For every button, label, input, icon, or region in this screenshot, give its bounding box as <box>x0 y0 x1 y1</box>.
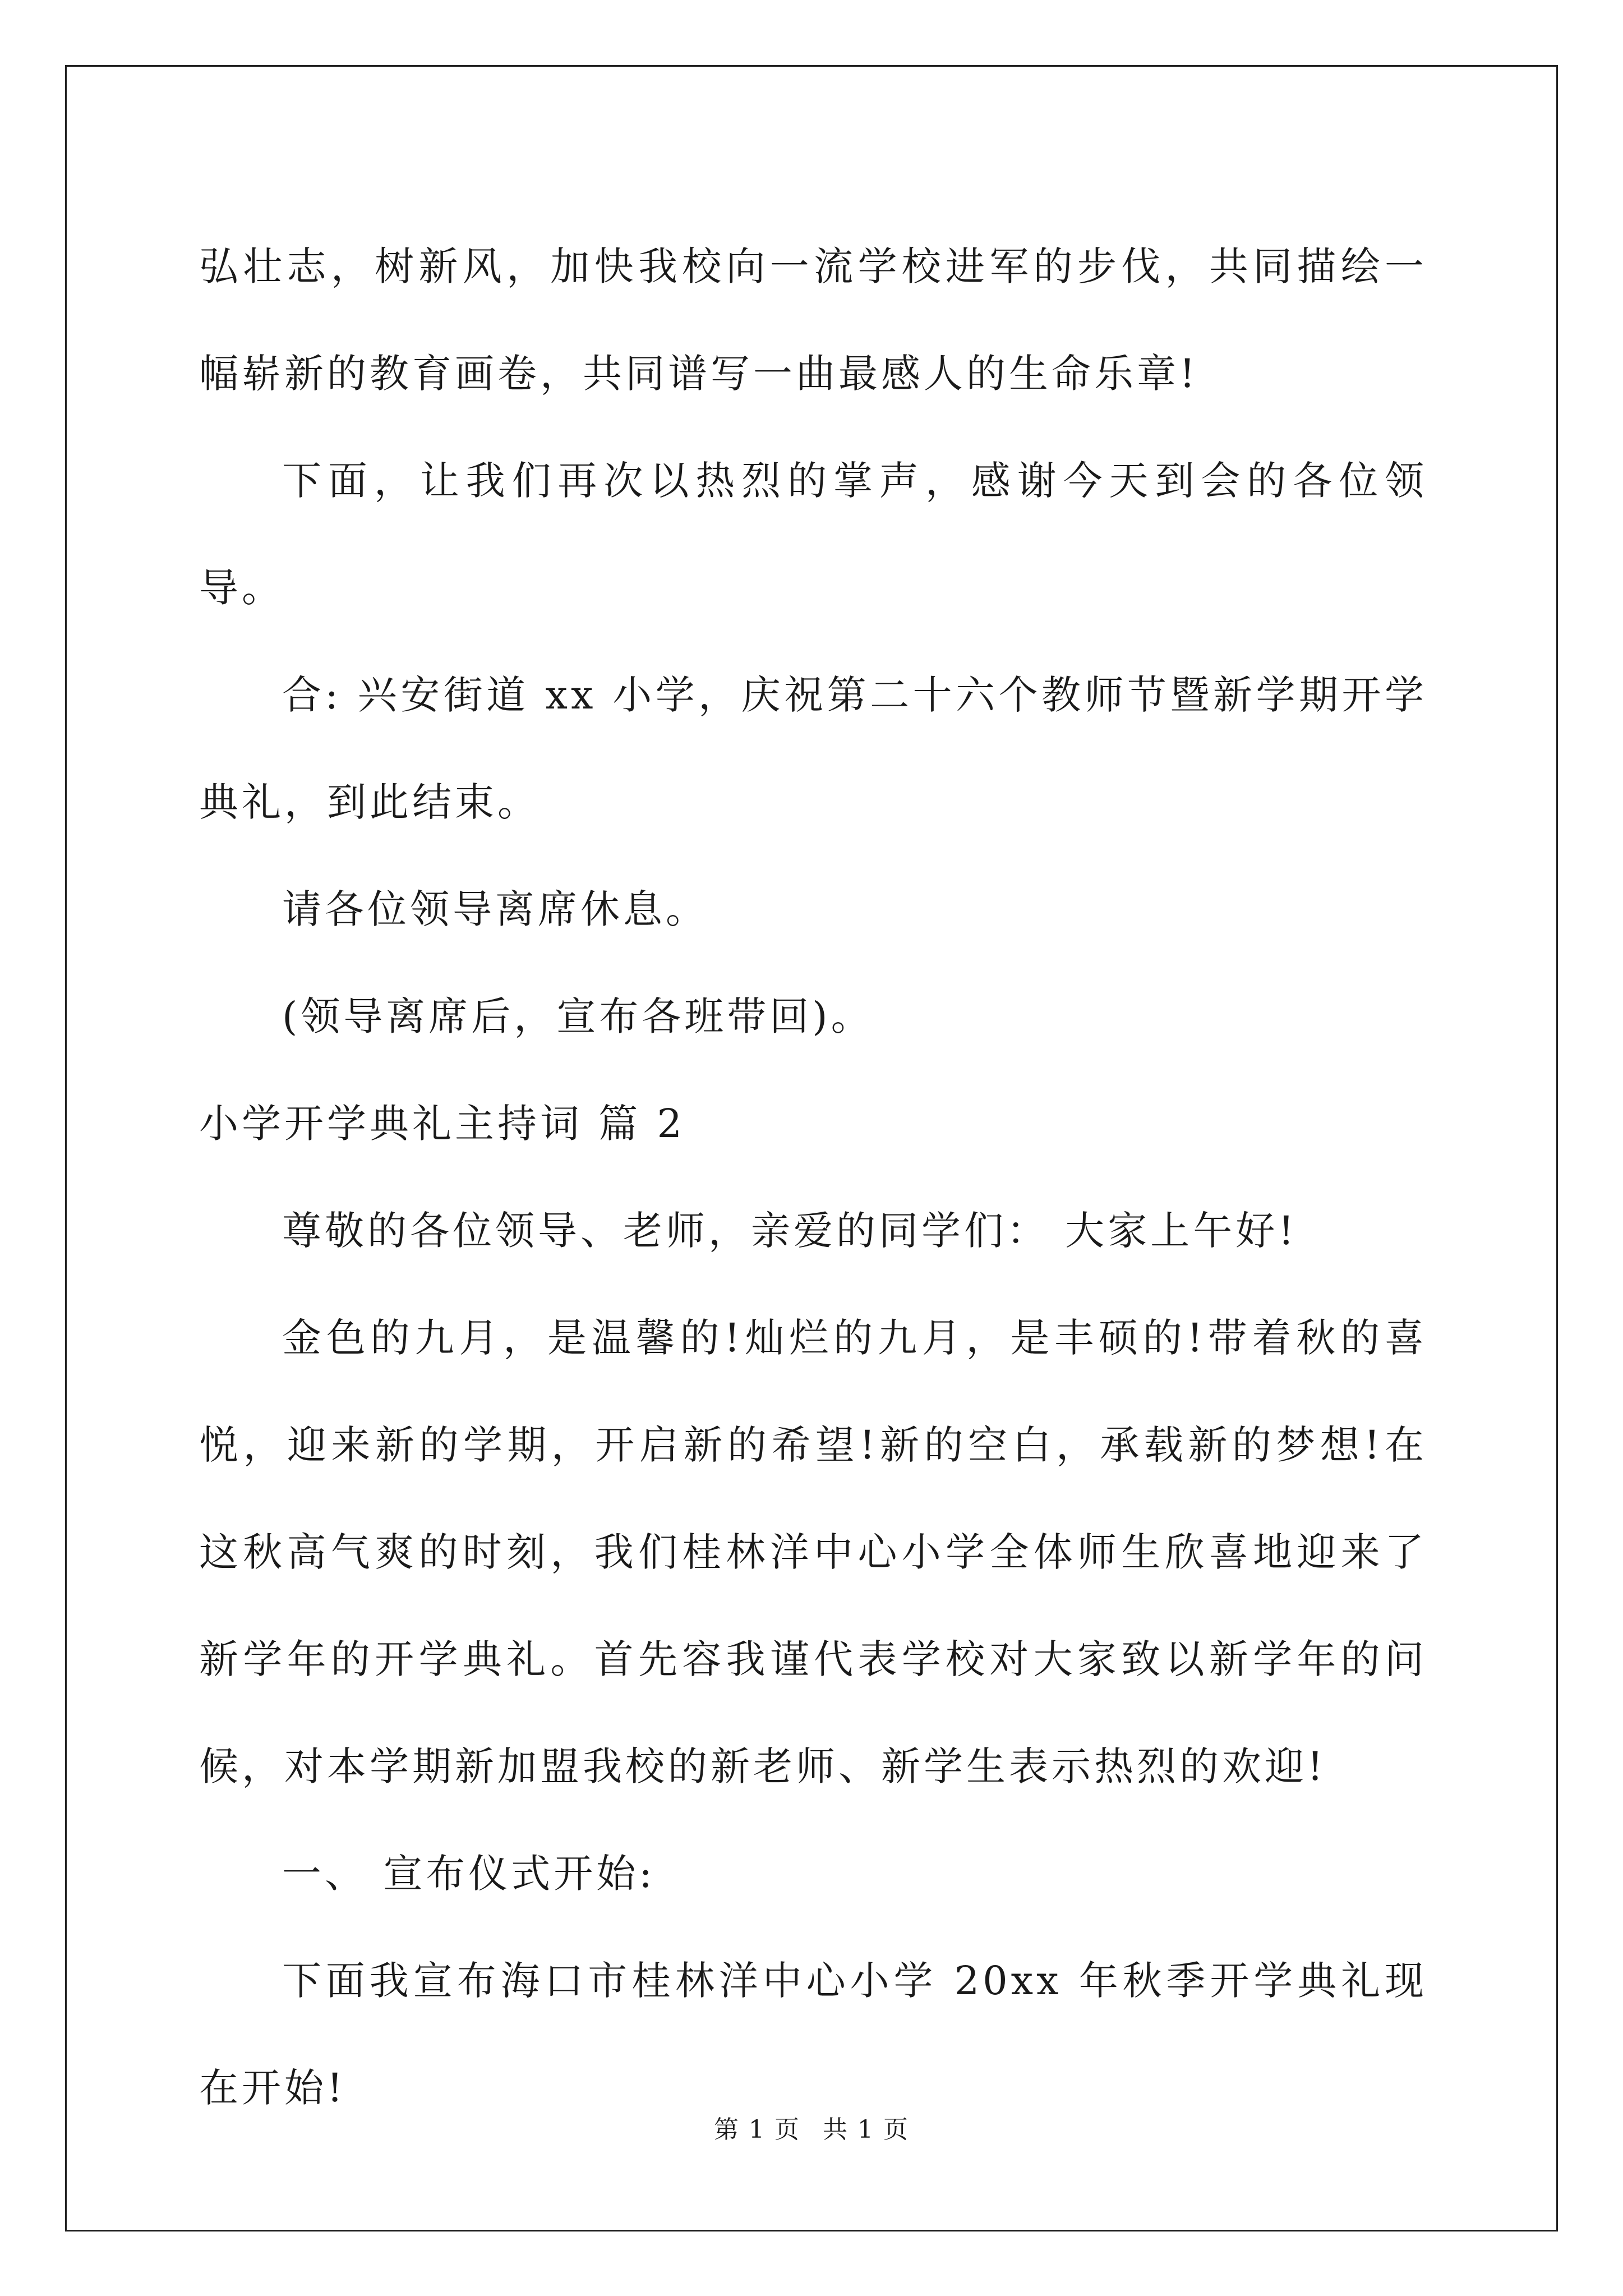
paragraph: 一、 宣布仪式开始: <box>282 1851 656 1897</box>
paragraph: 金色的九月，是温馨的!灿烂的九月，是丰硕的!带着秋的喜悦，迎来新的学期，开启新的希望!新的空白，承载新的梦想!在这秋高气爽的时刻，我们桂林洋中心小学全体师生欣喜地迎来了新学年的开学典礼。首先容我谨代表学校对大家致以新学年的问候，对本学期新加盟我校的新老师、新学生表示热烈的欢迎! <box>199 1315 1427 1789</box>
paragraph: 弘壮志，树新风，加快我校向一流学校进军的步伐，共同描绘一幅崭新的教育画卷，共同谱写一曲最感人的生命乐章! <box>199 243 1427 397</box>
page-total: 共 1 页 <box>823 2115 909 2144</box>
paragraph: 合: 兴安街道 xx 小学，庆祝第二十六个教师节暨新学期开学典礼，到此结束。 <box>199 672 1427 825</box>
paragraph: (领导离席后，宣布各班带回)。 <box>282 993 874 1039</box>
section-title: 小学开学典礼主持词 篇 2 <box>199 1101 686 1147</box>
paragraph: 下面，让我们再次以热烈的掌声，感谢今天到会的各位领导。 <box>199 458 1427 611</box>
page-number: 第 1 页 <box>714 2115 800 2144</box>
paragraph: 尊敬的各位领导、老师，亲爱的同学们： 大家上午好! <box>282 1208 1298 1254</box>
page-footer <box>0 2109 1623 2145</box>
paragraph: 下面我宣布海口市桂林洋中心小学 20xx 年秋季开学典礼现在开始! <box>199 1958 1427 2111</box>
document-body <box>199 213 1427 2142</box>
paragraph: 请各位领导离席休息。 <box>282 886 708 932</box>
